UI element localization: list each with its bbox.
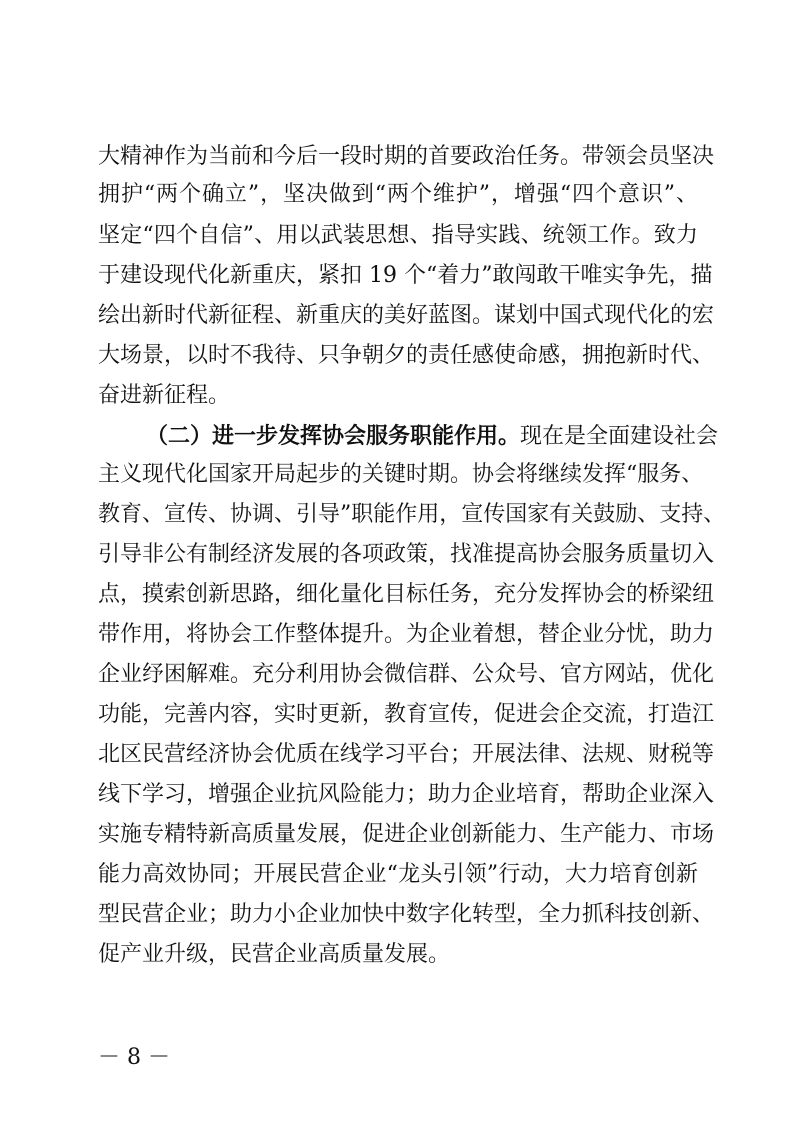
paragraph-line: 奋进新征程。 bbox=[98, 383, 231, 408]
paragraph-line: 坚定“四个自信”、用以武装思想、指导实践、统领工作。致力 bbox=[98, 223, 698, 248]
paragraph-line: 带作用，将协会工作整体提升。为企业着想，替企业分忧，助力 bbox=[98, 622, 715, 647]
paragraph-line: 引导非公有制经济发展的各项政策，找准提高协会服务质量切入 bbox=[98, 542, 715, 567]
paragraph-line: 教育、宣传、协调、引导”职能作用，宣传国家有关鼓励、支持、 bbox=[98, 502, 726, 527]
paragraph-line: 能力高效协同；开展民营企业“龙头引领”行动，大力培育创新 bbox=[98, 862, 698, 887]
paragraph-line: 大场景，以时不我待、只争朝夕的责任感使命感，拥抱新时代、 bbox=[98, 343, 715, 368]
paragraph-line: 绘出新时代新征程、新重庆的美好蓝图。谋划中国式现代化的宏 bbox=[98, 303, 715, 328]
paragraph-line: 线下学习，增强企业抗风险能力；助力企业培育，帮助企业深入 bbox=[98, 782, 715, 807]
paragraph-line: 功能，完善内容，实时更新，教育宣传，促进会企交流，打造江 bbox=[98, 702, 715, 727]
section-heading: （二）进一步发挥协会服务职能作用。 bbox=[146, 423, 521, 449]
paragraph-line: 企业纾困解难。充分利用协会微信群、公众号、官方网站，优化 bbox=[98, 662, 715, 687]
paragraph-line: 型民营企业；助力小企业加快中数字化转型，全力抓科技创新、 bbox=[98, 902, 715, 927]
paragraph-line: 点，摸索创新思路，细化量化目标任务，充分发挥协会的桥梁纽 bbox=[98, 582, 715, 607]
paragraph-line: 北区民营经济协会优质在线学习平台；开展法律、法规、财税等 bbox=[98, 742, 715, 767]
paragraph-line: 大精神作为当前和今后一段时期的首要政治任务。带领会员坚决 bbox=[98, 144, 715, 169]
paragraph-line: 实施专精特新高质量发展，促进企业创新能力、生产能力、市场 bbox=[98, 822, 715, 847]
paragraph-line: 于建设现代化新重庆，紧扣 19 个“着力”敢闯敢干唯实争先，描 bbox=[98, 263, 713, 288]
page-number: － 8 － bbox=[98, 1045, 170, 1070]
paragraph-first-line bbox=[146, 422, 719, 451]
paragraph-line-rest: 现在是全面建设社会 bbox=[520, 424, 719, 449]
paragraph-line: 拥护“两个确立”，坚决做到“两个维护”，增强“四个意识”、 bbox=[98, 182, 698, 207]
paragraph-line: 主义现代化国家开局起步的关键时期。协会将继续发挥“服务、 bbox=[98, 462, 704, 487]
paragraph-line: 促产业升级，民营企业高质量发展。 bbox=[98, 942, 451, 967]
